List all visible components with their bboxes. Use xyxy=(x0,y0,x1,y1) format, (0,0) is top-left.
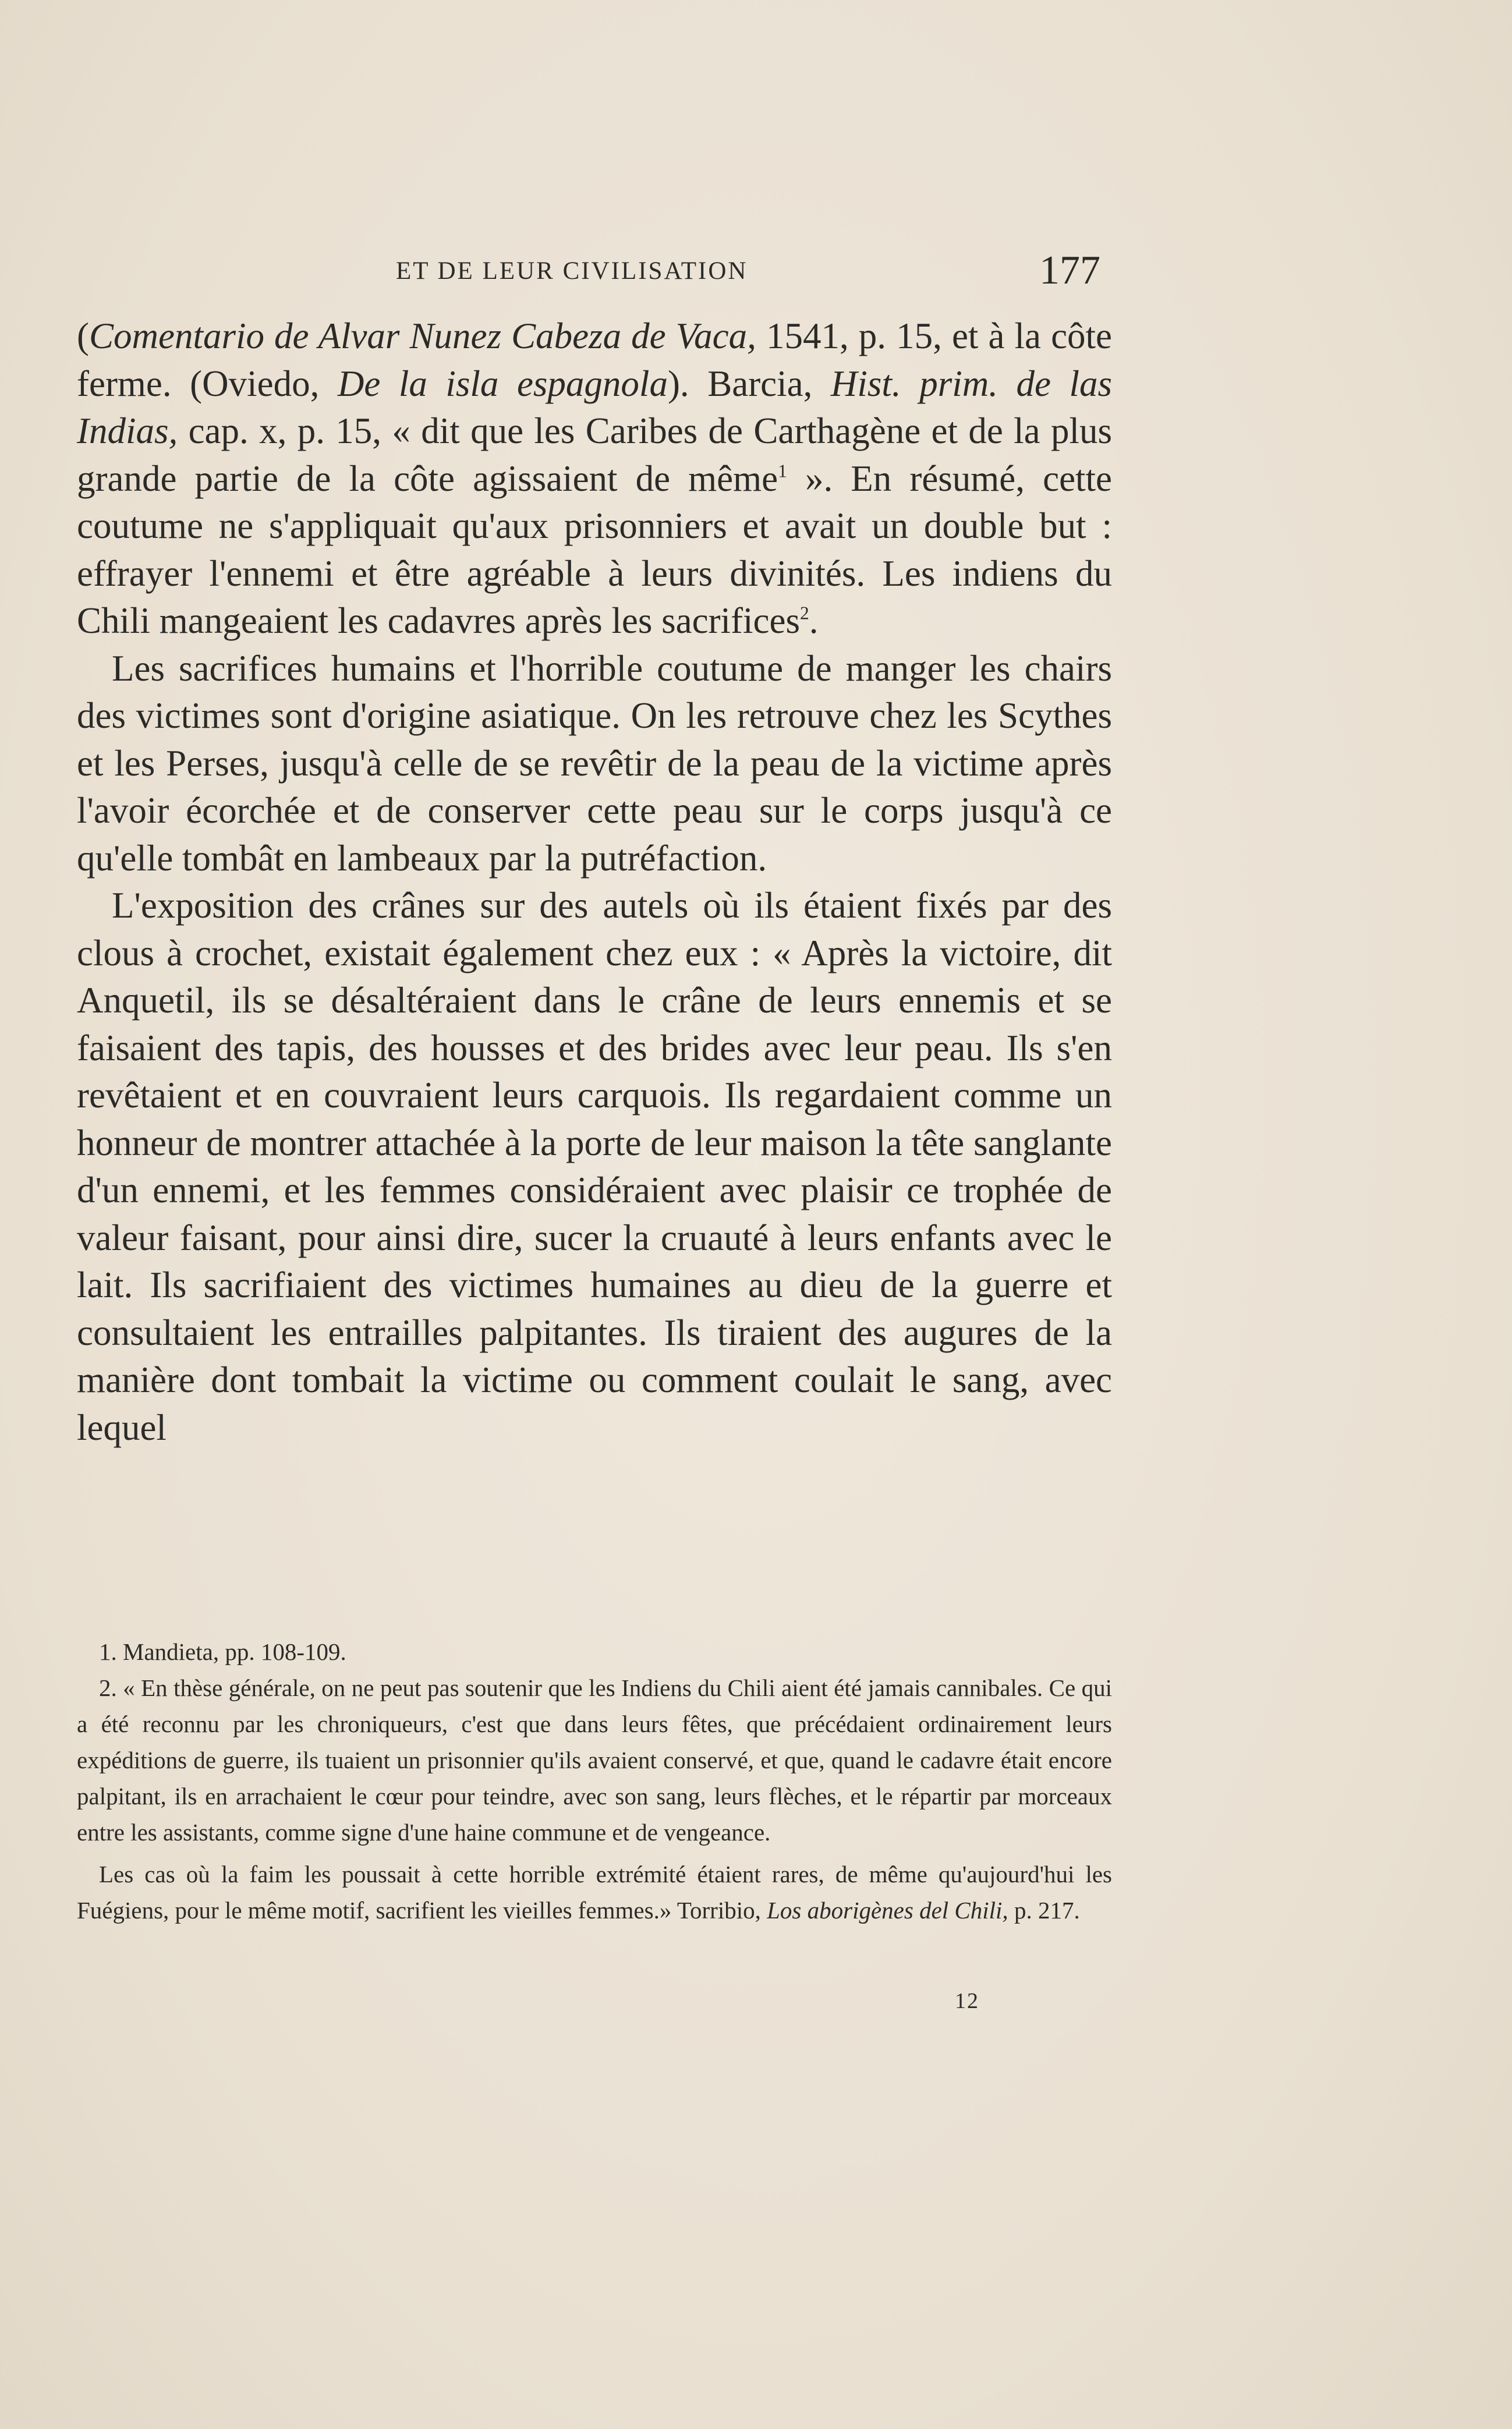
text-run: ». En résumé, cette coutume ne s'appliquait qu'aux prisonniers et avait un double but : effrayer l'ennemi et être agréable à leurs divinités. Les indiens du Chili mangeaient les cadavres après les sacrifices xyxy=(77,458,1113,641)
italic-citation: De la isla espagnola xyxy=(337,363,668,404)
footnote-marker: 1 xyxy=(778,460,787,481)
text-run: p. 217. xyxy=(1008,1897,1080,1924)
footnote-2: 2. « En thèse générale, on ne peut pas soutenir que les Indiens du Chili aient été jamais cannibales. Ce qui a été reconnu par les chroniqueurs, c'est que dans leurs fêtes, que précédaient ordinairement leurs expéditions de guerre, ils tuaient un prisonnier qu'ils avaient conservé, et que, quand le cadavre était encore palpitant, ils en arrachaient le cœur pour teindre, avec son sang, leurs flèches, et le répartir par morceaux entre les assistants, comme signe d'une haine commune et de vengeance. xyxy=(77,1674,1112,1846)
paragraph-3: L'exposition des crânes sur des autels où ils étaient fixés par des clous à crochet, existait également chez eux : « Après la victoire, dit Anquetil, ils se désaltéraient dans le crâne de leurs ennemis et se faisaient des tapis, des housses et des brides avec leur peau. Ils s'en revêtaient et en couvraient leurs carquois. Ils regardaient comme un honneur de montrer attachée à la porte de leur maison la tête sanglante d'un ennemi, et les femmes considéraient avec plaisir ce trophée de valeur faisant, pour ainsi dire, sucer la cruauté à leurs enfants avec le lait. Ils sacrifiaient des victimes humaines au dieu de la guerre et consultaient les entrailles palpitantes. Ils tiraient des augures de la manière dont tombait la victime ou comment coulait le sang, avec lequel xyxy=(77,885,1112,1448)
text-run: cap. x, p. 15, « dit que les Caribes de Carthagène et de la plus grande partie de la côte agissaient de même xyxy=(77,410,1112,499)
italic-citation: Comentario de Alvar Nunez Cabeza de Vaca, xyxy=(88,316,756,356)
footnote-2-continued xyxy=(77,1856,1112,1928)
paragraph-1 xyxy=(77,313,1112,645)
text-run: ( xyxy=(77,316,89,356)
footnotes xyxy=(77,1634,1112,1928)
running-title: ET DE LEUR CIVILISATION xyxy=(396,257,748,285)
text-run: 1541, p. 15, et à la côte ferme. (Oviedo, xyxy=(77,316,1113,404)
text-run: Les cas où la faim les poussait à cette horrible extrémité étaient rares, de même qu'aujourd'hui les Fuégiens, pour le même motif, sacrifient les vieilles femmes.» Torribio, xyxy=(77,1861,1112,1924)
page-number: 177 xyxy=(1039,248,1100,293)
main-text xyxy=(77,313,1112,1451)
signature-mark: 12 xyxy=(955,1989,979,2013)
text-run: ). Barcia, xyxy=(667,363,831,404)
text-run: . xyxy=(809,600,819,641)
italic-citation: Los aborigènes del Chili, xyxy=(767,1897,1008,1924)
footnote-marker: 2 xyxy=(799,603,809,624)
italic-citation: Hist. prim. de las Indias, xyxy=(77,363,1112,451)
paragraph-2: Les sacrifices humains et l'horrible coutume de manger les chairs des victimes sont d'origine asiatique. On les retrouve chez les Scythes et les Perses, jusqu'à celle de se revêtir de la peau de la victime après l'avoir écorchée et de conserver cette peau sur le corps jusqu'à ce qu'elle tombât en lambeaux par la putréfaction. xyxy=(77,647,1112,879)
footnote-1: 1. Mandieta, pp. 108-109. xyxy=(99,1638,346,1665)
